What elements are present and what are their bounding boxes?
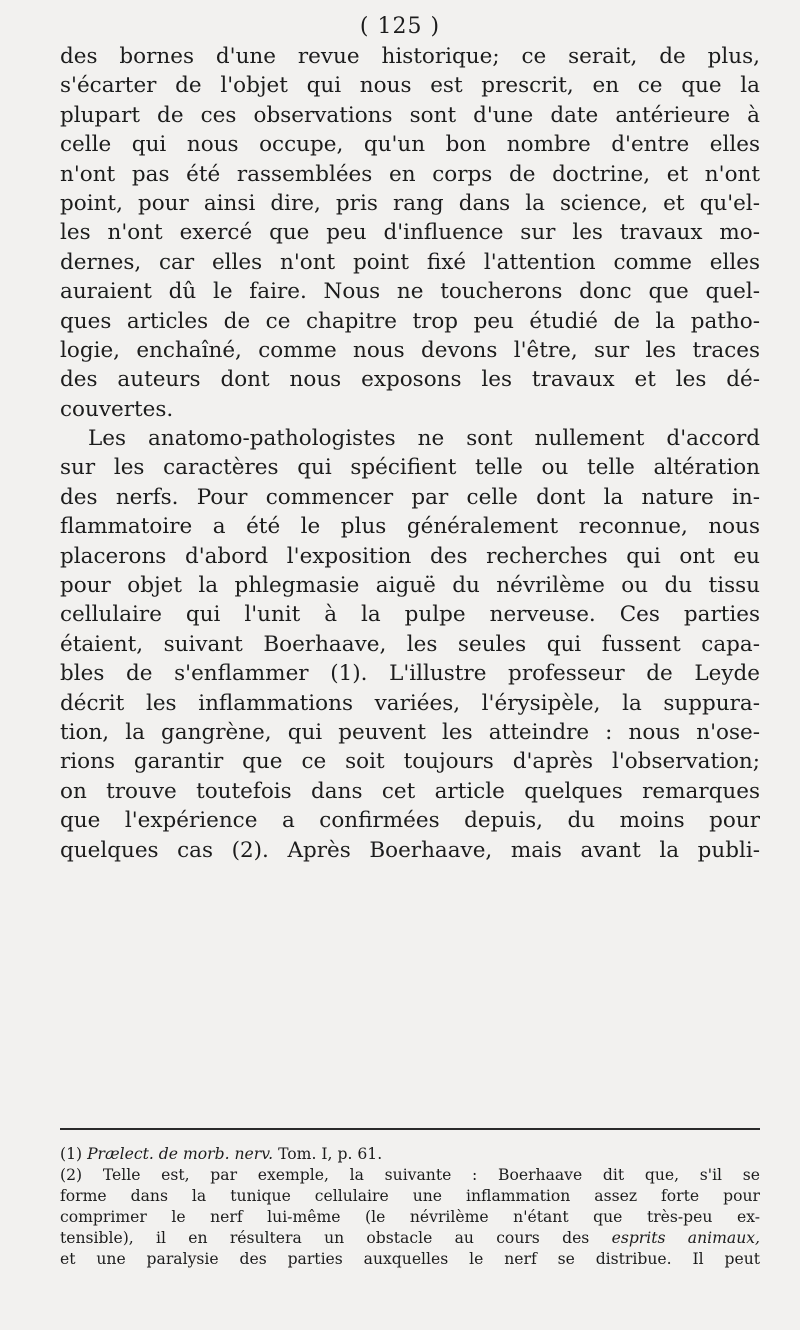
body-line: rions garantir que ce soit toujours d'après l'observation; (60, 749, 760, 775)
footnote-marker: (1) (60, 1145, 83, 1163)
body-line: sur les caractères qui spécifient telle ou telle altération (60, 455, 760, 481)
body-line: des nerfs. Pour commencer par celle dont la nature in- (60, 484, 760, 510)
body-text (60, 42, 760, 865)
body-line: dernes, car elles n'ont point fixé l'attention comme elles (60, 249, 760, 275)
body-line: logie, enchaîné, comme nous devons l'être, sur les traces (60, 337, 760, 363)
body-line: flammatoire a été le plus généralement reconnue, nous (60, 514, 760, 540)
body-line: n'ont pas été rassemblées en corps de doctrine, et n'ont (60, 161, 760, 187)
body-line: auraient dû le faire. Nous ne toucherons donc que quel- (60, 279, 760, 305)
body-line: des auteurs dont nous exposons les travaux et les dé- (60, 367, 760, 393)
footnotes (60, 1144, 760, 1270)
body-line: tion, la gangrène, qui peuvent les atteindre : nous n'ose- (60, 719, 760, 745)
body-line: plupart de ces observations sont d'une date antérieure à (60, 102, 760, 128)
body-line: cellulaire qui l'unit à la pulpe nerveuse. Ces parties (60, 602, 760, 628)
body-line: point, pour ainsi dire, pris rang dans la science, et qu'el- (60, 190, 760, 216)
body-line: ques articles de ce chapitre trop peu étudié de la patho- (60, 308, 760, 334)
footnote-ref: Tom. I, p. 61. (278, 1145, 383, 1163)
footnote-text: Telle est, par exemple, la suivante : Boerhaave dit que, s'il se (102, 1166, 760, 1184)
body-line: des bornes d'une revue historique; ce serait, de plus, (60, 44, 760, 69)
footnote-2-line (60, 1228, 760, 1249)
body-line: décrit les inflammations variées, l'érysipèle, la suppura- (60, 690, 760, 716)
body-line: s'écarter de l'objet qui nous est prescrit, en ce que la (60, 73, 760, 99)
body-line: les n'ont exercé que peu d'influence sur les travaux mo- (60, 220, 760, 246)
body-line: étaient, suivant Boerhaave, les seules qui fussent capa- (60, 631, 760, 657)
page-number: ( 125 ) (359, 14, 441, 39)
footnote-italic: esprits animaux, (611, 1229, 760, 1247)
body-line: quelques cas (2). Après Boerhaave, mais avant la publi- (60, 837, 760, 863)
body-line: bles de s'enflammer (1). L'illustre professeur de Leyde (60, 661, 760, 687)
footnote-2-line (60, 1165, 760, 1186)
footnote-1 (60, 1144, 760, 1165)
body-line: couvertes. (60, 396, 174, 422)
footnote-marker: (2) (60, 1166, 83, 1184)
footnote-title: Prælect. de morb. nerv. (87, 1145, 274, 1163)
footnote-2-line: et une paralysie des parties auxquelles le nerf se distribue. Il peut (60, 1250, 760, 1268)
footnote-separator (60, 1128, 760, 1130)
body-line: Les anatomo-pathologistes ne sont nullement d'accord (88, 426, 760, 452)
footnote-2-line: comprimer le nerf lui-même (le névrilème n'étant que très-peu ex- (60, 1208, 760, 1226)
body-line: que l'expérience a confirmées depuis, du moins pour (60, 808, 760, 834)
body-line: on trouve toutefois dans cet article quelques remarques (60, 778, 760, 804)
footnote-text: tensible), il en résultera un obstacle au cours des (60, 1229, 590, 1247)
footnote-2-line: forme dans la tunique cellulaire une inflammation assez forte pour (60, 1187, 760, 1205)
body-line: celle qui nous occupe, qu'un bon nombre d'entre elles (60, 132, 760, 158)
body-line: pour objet la phlegmasie aiguë du névrilème ou du tissu (60, 573, 760, 599)
body-line: placerons d'abord l'exposition des recherches qui ont eu (60, 543, 760, 569)
